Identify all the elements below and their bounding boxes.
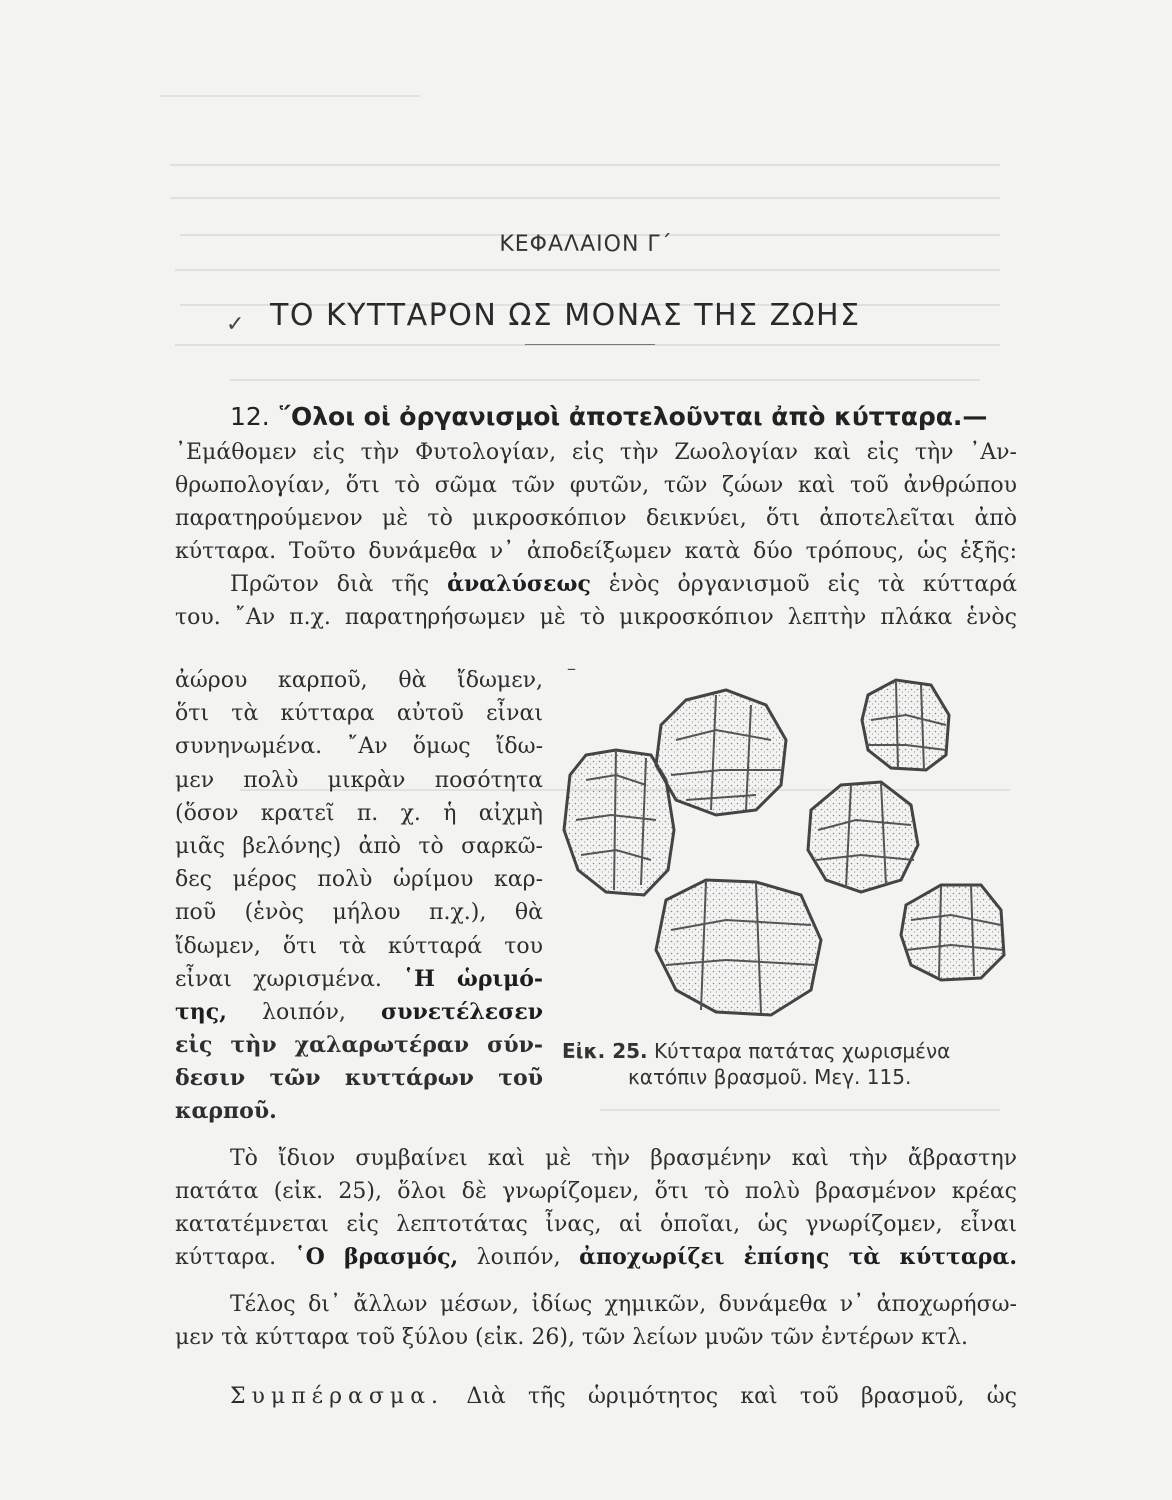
- column-line: ἀώρου καρποῦ, θὰ ἴδωμεν,: [175, 668, 543, 693]
- intro-line: ᾿Εμάθομεν εἰς τὴν Φυτολογίαν, εἰς τὴν Ζωολογίαν καὶ εἰς τὴν ᾿Αν-: [175, 440, 1017, 465]
- column-bold-text: ῾Η ὡριμό-: [403, 965, 543, 992]
- column-line: μεν πολὺ μικρὰν ποσότητα: [175, 767, 543, 793]
- title-underline: [525, 344, 655, 345]
- boil-text: κύτταρα.: [175, 1245, 277, 1270]
- intro-line: θρωπολογίαν, ὅτι τὸ σῶμα τῶν φυτῶν, τῶν ζώων καὶ τοῦ ἀνθρώπου: [175, 473, 1017, 498]
- intro-paragraph: [175, 400, 1017, 634]
- conclusion-paragraph: [175, 1380, 1017, 1413]
- analysis-bold: ἀναλύσεως: [447, 571, 591, 597]
- boil-bold-text: ῾Ο βρασμός,: [294, 1244, 459, 1270]
- analysis-post: ἑνὸς ὀργανισμοῦ εἰς τὰ κύτταρά: [608, 572, 1017, 597]
- column-line: μιᾶς βελόνης) ἀπὸ τὸ σαρκῶ-: [175, 833, 543, 859]
- column-line: ἴδωμεν, ὅτι τὰ κύτταρά του: [175, 933, 543, 959]
- cell-cluster: [808, 782, 918, 892]
- figure-caption: [562, 1038, 1032, 1090]
- caption-line-2: κατόπιν βρασμοῦ. Μεγ. 115.: [628, 1065, 912, 1089]
- column-bold-text: συνετέλεσεν: [381, 998, 543, 1025]
- caption-line-1: Κύτταρα πατάτας χωρισμένα: [654, 1039, 951, 1063]
- chem-line: Τέλος δι᾿ ἄλλων μέσων, ἰδίως χημικῶν, δυνάμεθα ν᾿ ἀποχωρήσω-: [230, 1292, 1017, 1317]
- column-bold-line: δεσιν τῶν κυττάρων τοῦ: [175, 1065, 543, 1092]
- column-line: ὅτι τὰ κύτταρα αὐτοῦ εἶναι: [175, 701, 543, 727]
- column-line: ποῦ (ἑνὸς μήλου π.χ.), θὰ: [175, 900, 543, 926]
- cell-cluster: [862, 680, 949, 770]
- boil-line: κατατέμνεται εἰς λεπτοτάτας ἶνας, αἱ ὁποῖαι, ὡς γνωρίζομεν, εἶναι: [175, 1212, 1017, 1237]
- chemical-paragraph: [175, 1288, 1017, 1354]
- boil-last-line: [175, 1241, 1017, 1274]
- intro-line: παρατηρούμενον μὲ τὸ μικροσκόπιον δεικνύει, ὅτι ἀποτελεῖται ἀπὸ: [175, 506, 1017, 531]
- chapter-heading: ΚΕΦΑΛΑΙΟΝ Γ΄: [499, 232, 673, 257]
- conclusion-text: Διὰ τῆς ὡριμότητος καὶ τοῦ βρασμοῦ, ὡς: [466, 1384, 1017, 1409]
- analysis-pre: Πρῶτον διὰ τῆς: [230, 572, 430, 597]
- check-mark: ✓: [226, 312, 245, 337]
- boil-line: Τὸ ἴδιον συμβαίνει καὶ μὲ τὴν βρασμένην καὶ τὴν ἄβραστην: [230, 1146, 1017, 1171]
- boil-text: λοιπόν,: [476, 1245, 561, 1270]
- column-bold-text: της,: [175, 998, 227, 1025]
- intro-line: κύτταρα. Τοῦτο δυνάμεθα ν᾿ ἀποδείξωμεν κατὰ δύο τρόπους, ὡς ἑξῆς:: [175, 539, 1017, 564]
- analysis-line: [175, 568, 1017, 601]
- column-bold-line: καρποῦ.: [175, 1098, 277, 1125]
- conclusion-line: [175, 1380, 1017, 1413]
- column-text: λοιπόν,: [262, 999, 346, 1025]
- column-line: δες μέρος πολὺ ὡρίμου καρ-: [175, 867, 543, 893]
- chem-line: μεν τὰ κύτταρα τοῦ ξύλου (εἰκ. 26), τῶν λείων μυῶν τῶν ἐντέρων κτλ.: [175, 1325, 968, 1350]
- figure-dash: –: [567, 658, 576, 679]
- analysis-line-2: του. ῎Αν π.χ. παρατηρήσωμεν μὲ τὸ μικροσκόπιον λεπτὴν πλάκα ἑνὸς: [175, 605, 1017, 630]
- boil-bold-text: ἀποχωρίζει ἐπίσης τὰ κύτταρα.: [579, 1244, 1017, 1270]
- cell-cluster: [656, 690, 786, 815]
- left-column-text: [175, 664, 543, 1129]
- conclusion-label: Συμπέρασμα.: [230, 1384, 445, 1409]
- section-number: 12.: [230, 402, 270, 431]
- potato-cells-figure: [556, 670, 1026, 1040]
- page-title: ΤΟ ΚΥΤΤΑΡΟΝ ΩΣ ΜΟΝΑΣ ΤΗΣ ΖΩΗΣ: [270, 298, 861, 333]
- cell-cluster: [901, 885, 1004, 980]
- column-text: εἶναι χωρισμένα.: [175, 966, 382, 992]
- boiling-paragraph: [175, 1142, 1017, 1274]
- boil-line: πατάτα (εἰκ. 25), ὅλοι δὲ γνωρίζομεν, ὅτι τὸ πολὺ βρασμένον κρέας: [175, 1179, 1017, 1204]
- column-line-bold-a: [175, 963, 543, 996]
- column-line: συνηνωμένα. ῎Αν ὅμως ἴδω-: [175, 734, 543, 760]
- caption-label: Εἰκ. 25.: [562, 1039, 648, 1063]
- section-heading: ῞Ολοι οἱ ὀργανισμοὶ ἀποτελοῦνται ἀπὸ κύτταρα.—: [278, 402, 988, 431]
- cell-cluster: [564, 750, 674, 895]
- cell-cluster: [656, 880, 821, 1015]
- column-line: (ὅσον κρατεῖ π. χ. ἡ αἰχμὴ: [175, 800, 543, 826]
- column-bold-line: εἰς τὴν χαλαρωτέραν σύν-: [175, 1032, 543, 1059]
- column-line-bold-b: [175, 996, 543, 1029]
